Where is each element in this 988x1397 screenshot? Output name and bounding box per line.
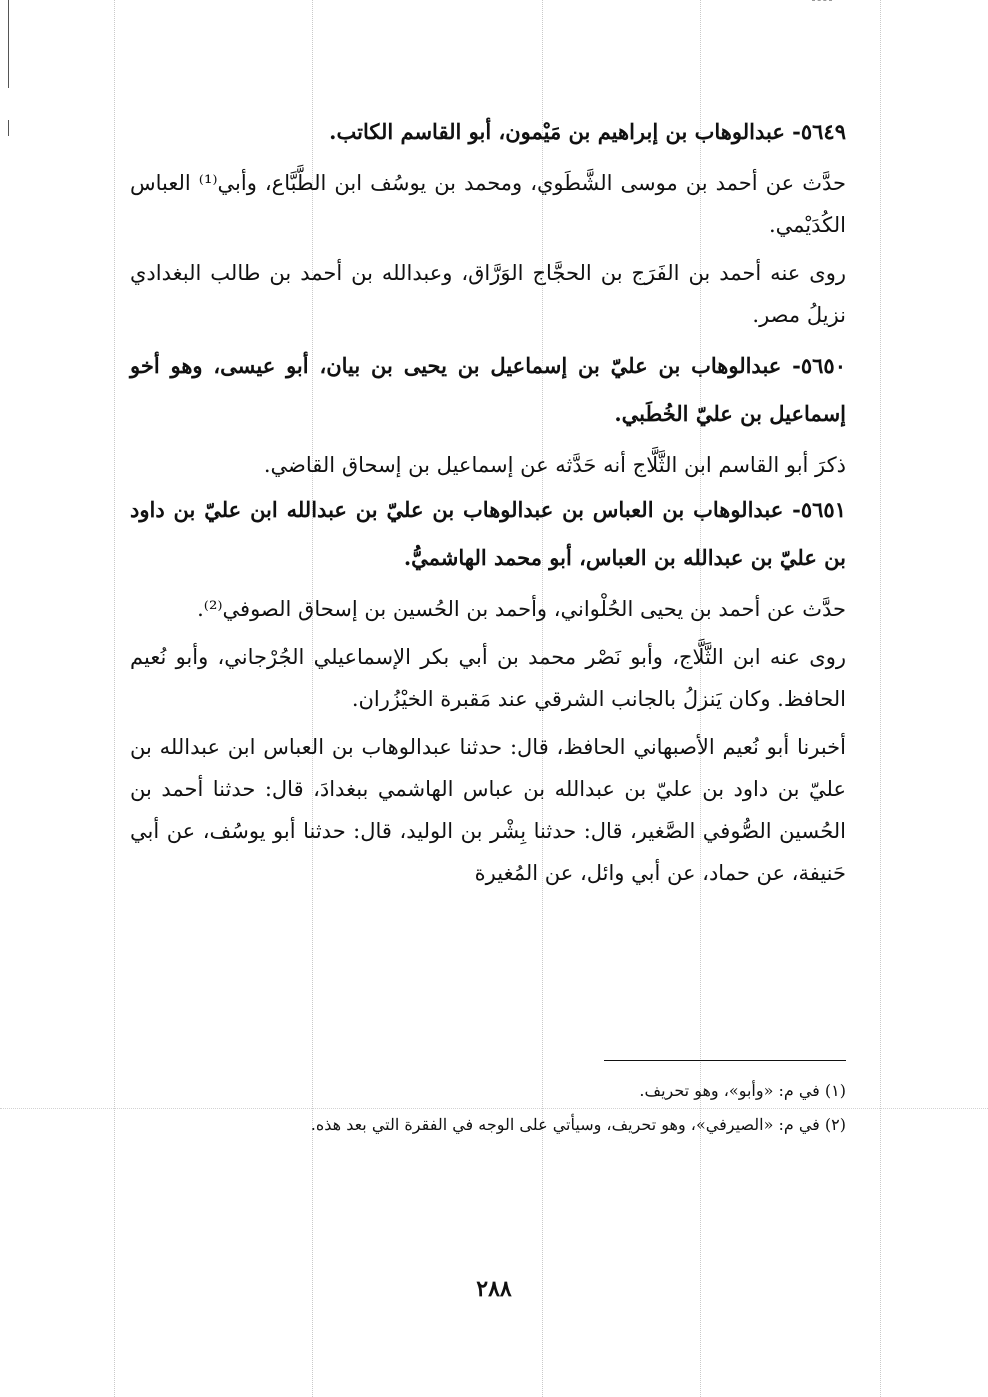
page-body xyxy=(130,108,846,894)
scan-dot-guide xyxy=(880,0,881,1397)
scan-dot-guide xyxy=(114,0,115,1397)
paragraph: روى عنه أحمد بن الفَرَج بن الحجَّاج الوَرَّاق، وعبدالله بن أحمد بن طالب البغدادي نزيلُ مصر. xyxy=(130,261,846,327)
paragraph: حدَّث عن أحمد بن موسى الشَّطَوي، ومحمد بن يوسُف ابن الطَّبَّاع، وأبي⁽¹⁾ العباس الكُدَيْمي. xyxy=(130,171,846,237)
entry-heading: ٥٦٤٩- عبدالوهاب بن إبراهيم بن مَيْمون، أبو القاسم الكاتب. xyxy=(329,119,846,144)
entry-heading: ٥٦٥١- عبدالوهاب بن العباس بن عبدالوهاب بن عليّ بن عبدالله ابن عليّ بن داود بن عليّ بن عبدالله بن العباس، أبو محمد الهاشميُّ. xyxy=(130,497,846,570)
entry-5651 xyxy=(130,486,846,894)
footnotes xyxy=(130,1074,846,1142)
entry-5649 xyxy=(130,108,846,336)
footnote-separator xyxy=(604,1060,846,1061)
page-number: ٢٨٨ xyxy=(476,1276,512,1302)
scan-edge-mark xyxy=(8,120,9,136)
paragraph: أخبرنا أبو نُعيم الأصبهاني الحافظ، قال: حدثنا عبدالوهاب بن العباس ابن عبدالله بن عليّ بن داود بن عليّ بن عبدالله بن عباس الهاشمي ببغدادَ، قال: حدثنا أحمد بن الحُسين الصُّوفي الصَّغير، قال: حدثنا بِشْر بن الوليد، قال: حدثنا أبو يوسُف، عن أبي حَنيفة، عن حماد، عن أبي وائل، عن المُغيرة xyxy=(130,735,846,885)
scan-edge-mark xyxy=(8,0,9,88)
footnote-1: (١) في م: «وأبو»، وهو تحريف. xyxy=(639,1081,846,1100)
footnote-2: (٢) في م: «الصيرفي»، وهو تحريف، وسيأتي على الوجه في الفقرة التي بعد هذه. xyxy=(310,1115,846,1134)
entry-heading: ٥٦٥٠- عبدالوهاب بن عليّ بن إسماعيل بن يحيى بن بيان، أبو عيسى، وهو أخو إسماعيل بن عليّ الخُطَبي. xyxy=(130,353,846,426)
scan-edge-mark xyxy=(812,0,832,2)
entry-5650 xyxy=(130,342,846,486)
paragraph: ذكرَ أبو القاسم ابن الثَّلَّاج أنه حَدَّثه عن إسماعيل بن إسحاق القاضي. xyxy=(263,453,846,477)
paragraph: روى عنه ابن الثَّلَّاج، وأبو نَصْر محمد بن أبي بكر الإسماعيلي الجُرْجاني، وأبو نُعيم الحافظ. وكان يَنزلُ بالجانب الشرقي عند مَقبرة الخيْزُران. xyxy=(130,645,846,711)
paragraph: حدَّث عن أحمد بن يحيى الحُلْواني، وأحمد بن الحُسين بن إسحاق الصوفي⁽²⁾. xyxy=(197,597,846,621)
